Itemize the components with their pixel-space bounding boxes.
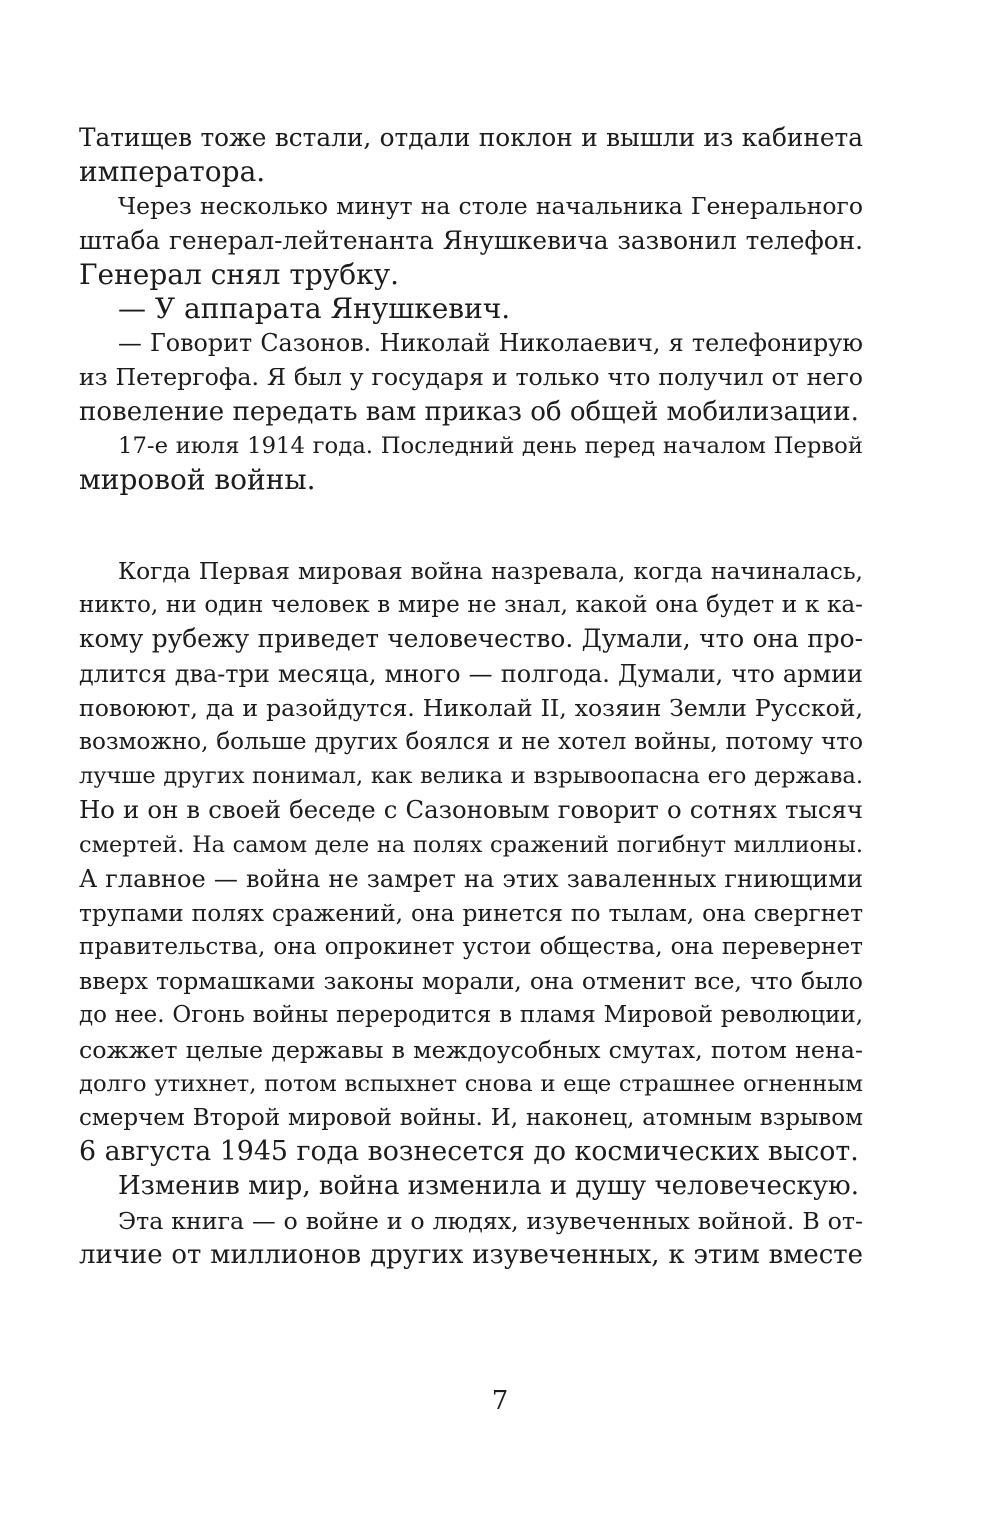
text-line: императора.	[79, 155, 266, 189]
text-line: Через несколько минут на столе начальника Генерального	[118, 192, 863, 221]
text-line: лучше других понимал, как велика и взрывоопасна его держава.	[79, 763, 863, 790]
text-line: повоюют, да и разойдутся. Николай II, хозяин Земли Русской,	[79, 693, 863, 722]
text-line: возможно, больше других боялся и не хотел войны, потому что	[79, 728, 863, 755]
text-line: Когда Первая мировая война назревала, когда начиналась,	[118, 557, 863, 585]
text-line: — Говорит Сазонов. Николай Николаевич, я телефонирую	[118, 329, 863, 358]
text-line: никто, ни один человек в мире не знал, какой она будет и к ка-	[79, 592, 863, 619]
text-line: — У аппарата Янушкевич.	[118, 291, 511, 325]
text-line: правительства, она опрокинет устои общества, она перевернет	[79, 934, 863, 961]
text-line: смертей. На самом деле на полях сражений погибнут миллионы.	[79, 831, 863, 858]
text-line: штаба генерал-лейтенанта Янушкевича зазвонил телефон.	[79, 225, 863, 255]
text-line: длится два-три месяца, много — полгода. Думали, что армии	[79, 659, 863, 688]
text-line: кому рубежу приведет человечество. Думали, что она про-	[79, 624, 863, 654]
text-line: сожжет целые державы в междоусобных смутах, потом нена-	[79, 1035, 863, 1064]
text-line: вверх тормашками законы морали, она отменит все, что было	[79, 967, 863, 996]
text-line: Но и он в своей беседе с Сазоновым говорит о сотнях тысяч	[79, 795, 863, 825]
text-line: мировой войны.	[79, 462, 316, 496]
text-line: Эта книга — о войне и о людях, изувеченных войной. В от-	[118, 1206, 863, 1235]
text-line: долго утихнет, потом вспыхнет снова и еще страшнее огненным	[79, 1070, 863, 1097]
text-line: 17-е июля 1914 года. Последний день перед началом Первой	[118, 432, 863, 459]
text-line: Генерал снял трубку.	[79, 257, 399, 291]
text-block-top	[79, 121, 863, 497]
text-line: личие от миллионов других изувеченных, к этим вместе	[79, 1239, 863, 1270]
text-line: смерчем Второй мировой войны. И, наконец, атомным взрывом	[79, 1105, 863, 1131]
text-line: трупами полях сражений, она ринется по тылам, она свергнет	[79, 898, 863, 927]
text-line: из Петергофа. Я был у государя и только что получил от него	[79, 363, 863, 392]
text-line: Татищев тоже встали, отдали поклон и вышли из кабинета	[79, 123, 863, 152]
text-block-bottom	[79, 554, 863, 1272]
text-line: 6 августа 1945 года вознесется до космических высот.	[79, 1136, 859, 1168]
text-line: Изменив мир, война изменила и душу человеческую.	[118, 1171, 859, 1202]
text-line: А главное — война не замрет на этих заваленных гниющими	[79, 864, 863, 893]
page-number: 7	[491, 1386, 509, 1416]
text-line: до нее. Огонь войны переродится в пламя Мировой революции,	[79, 1002, 863, 1029]
text-line: повеление передать вам приказ об общей мобилизации.	[79, 396, 859, 427]
